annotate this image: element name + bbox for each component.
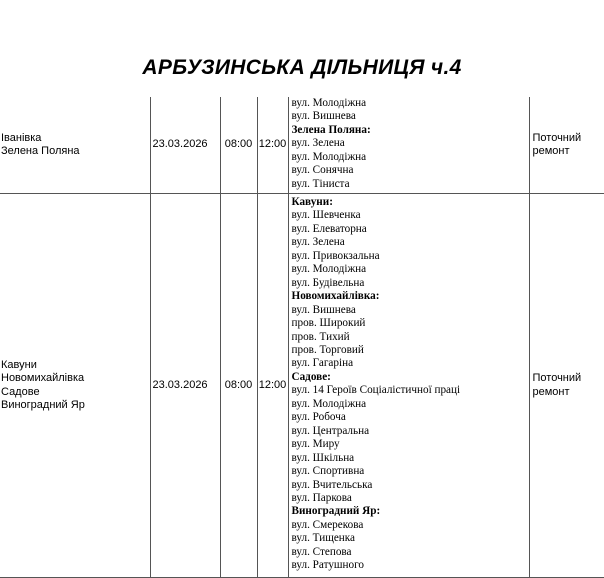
street-name: вул. Шкільна bbox=[292, 452, 529, 465]
village-name: Кавуни bbox=[1, 359, 150, 372]
street-name: вул. Гагаріна bbox=[292, 357, 529, 370]
street-name: вул. Молодіжна bbox=[292, 398, 529, 411]
status-text: ремонт bbox=[533, 145, 604, 158]
village-name: Новомихайлівка bbox=[1, 372, 150, 385]
village-name: Виноградний Яр bbox=[1, 399, 150, 412]
villages-cell bbox=[0, 97, 150, 194]
outage-schedule-table bbox=[0, 97, 604, 578]
settlement-header: Зелена Поляна: bbox=[292, 124, 529, 137]
status-text: Поточний bbox=[533, 132, 604, 145]
status-text: ремонт bbox=[533, 386, 604, 399]
settlement-header: Садове: bbox=[292, 371, 529, 384]
villages-cell bbox=[0, 194, 150, 578]
street-name: вул. Будівельна bbox=[292, 277, 529, 290]
street-name: вул. Смерекова bbox=[292, 519, 529, 532]
village-name: Зелена Поляна bbox=[1, 145, 150, 158]
street-name: вул. Центральна bbox=[292, 425, 529, 438]
street-name: вул. Привокзальна bbox=[292, 250, 529, 263]
time-end-cell: 12:00 bbox=[257, 194, 288, 578]
street-name: вул. Вишнева bbox=[292, 304, 529, 317]
street-name: вул. Зелена bbox=[292, 236, 529, 249]
page-title: АРБУЗИНСЬКА ДІЛЬНИЦЯ ч.4 bbox=[0, 56, 604, 80]
street-name: вул. Ратушного bbox=[292, 559, 529, 572]
village-name: Садове bbox=[1, 386, 150, 399]
status-cell bbox=[529, 194, 604, 578]
settlement-header: Виноградний Яр: bbox=[292, 505, 529, 518]
streets-cell bbox=[288, 194, 529, 578]
settlement-header: Кавуни: bbox=[292, 196, 529, 209]
streets-cell bbox=[288, 97, 529, 194]
street-name: вул. Вишнева bbox=[292, 110, 529, 123]
street-name: вул. Спортивна bbox=[292, 465, 529, 478]
street-name: вул. Вчительська bbox=[292, 479, 529, 492]
table-row bbox=[0, 194, 604, 578]
time-start-cell: 08:00 bbox=[220, 97, 257, 194]
street-name: пров. Торговий bbox=[292, 344, 529, 357]
street-name: вул. Елеваторна bbox=[292, 223, 529, 236]
street-name: вул. Робоча bbox=[292, 411, 529, 424]
street-name: пров. Широкий bbox=[292, 317, 529, 330]
street-name: вул. Миру bbox=[292, 438, 529, 451]
date-cell: 23.03.2026 bbox=[150, 97, 220, 194]
street-name: вул. Паркова bbox=[292, 492, 529, 505]
table-row bbox=[0, 97, 604, 194]
village-name: Іванівка bbox=[1, 132, 150, 145]
time-start-cell: 08:00 bbox=[220, 194, 257, 578]
settlement-header: Новомихайлівка: bbox=[292, 290, 529, 303]
street-name: вул. Степова bbox=[292, 546, 529, 559]
status-cell bbox=[529, 97, 604, 194]
street-name: вул. Молодіжна bbox=[292, 151, 529, 164]
status-text: Поточний bbox=[533, 372, 604, 385]
street-name: вул. Молодіжна bbox=[292, 97, 529, 110]
street-name: вул. Сонячна bbox=[292, 164, 529, 177]
time-end-cell: 12:00 bbox=[257, 97, 288, 194]
street-name: пров. Тихий bbox=[292, 331, 529, 344]
street-name: вул. Зелена bbox=[292, 137, 529, 150]
street-name: вул. Шевченка bbox=[292, 209, 529, 222]
street-name: вул. Молодіжна bbox=[292, 263, 529, 276]
street-name: вул. Тищенка bbox=[292, 532, 529, 545]
date-cell: 23.03.2026 bbox=[150, 194, 220, 578]
street-name: вул. Тіниста bbox=[292, 178, 529, 191]
street-name: вул. 14 Героїв Соціалістичної праці bbox=[292, 384, 529, 397]
